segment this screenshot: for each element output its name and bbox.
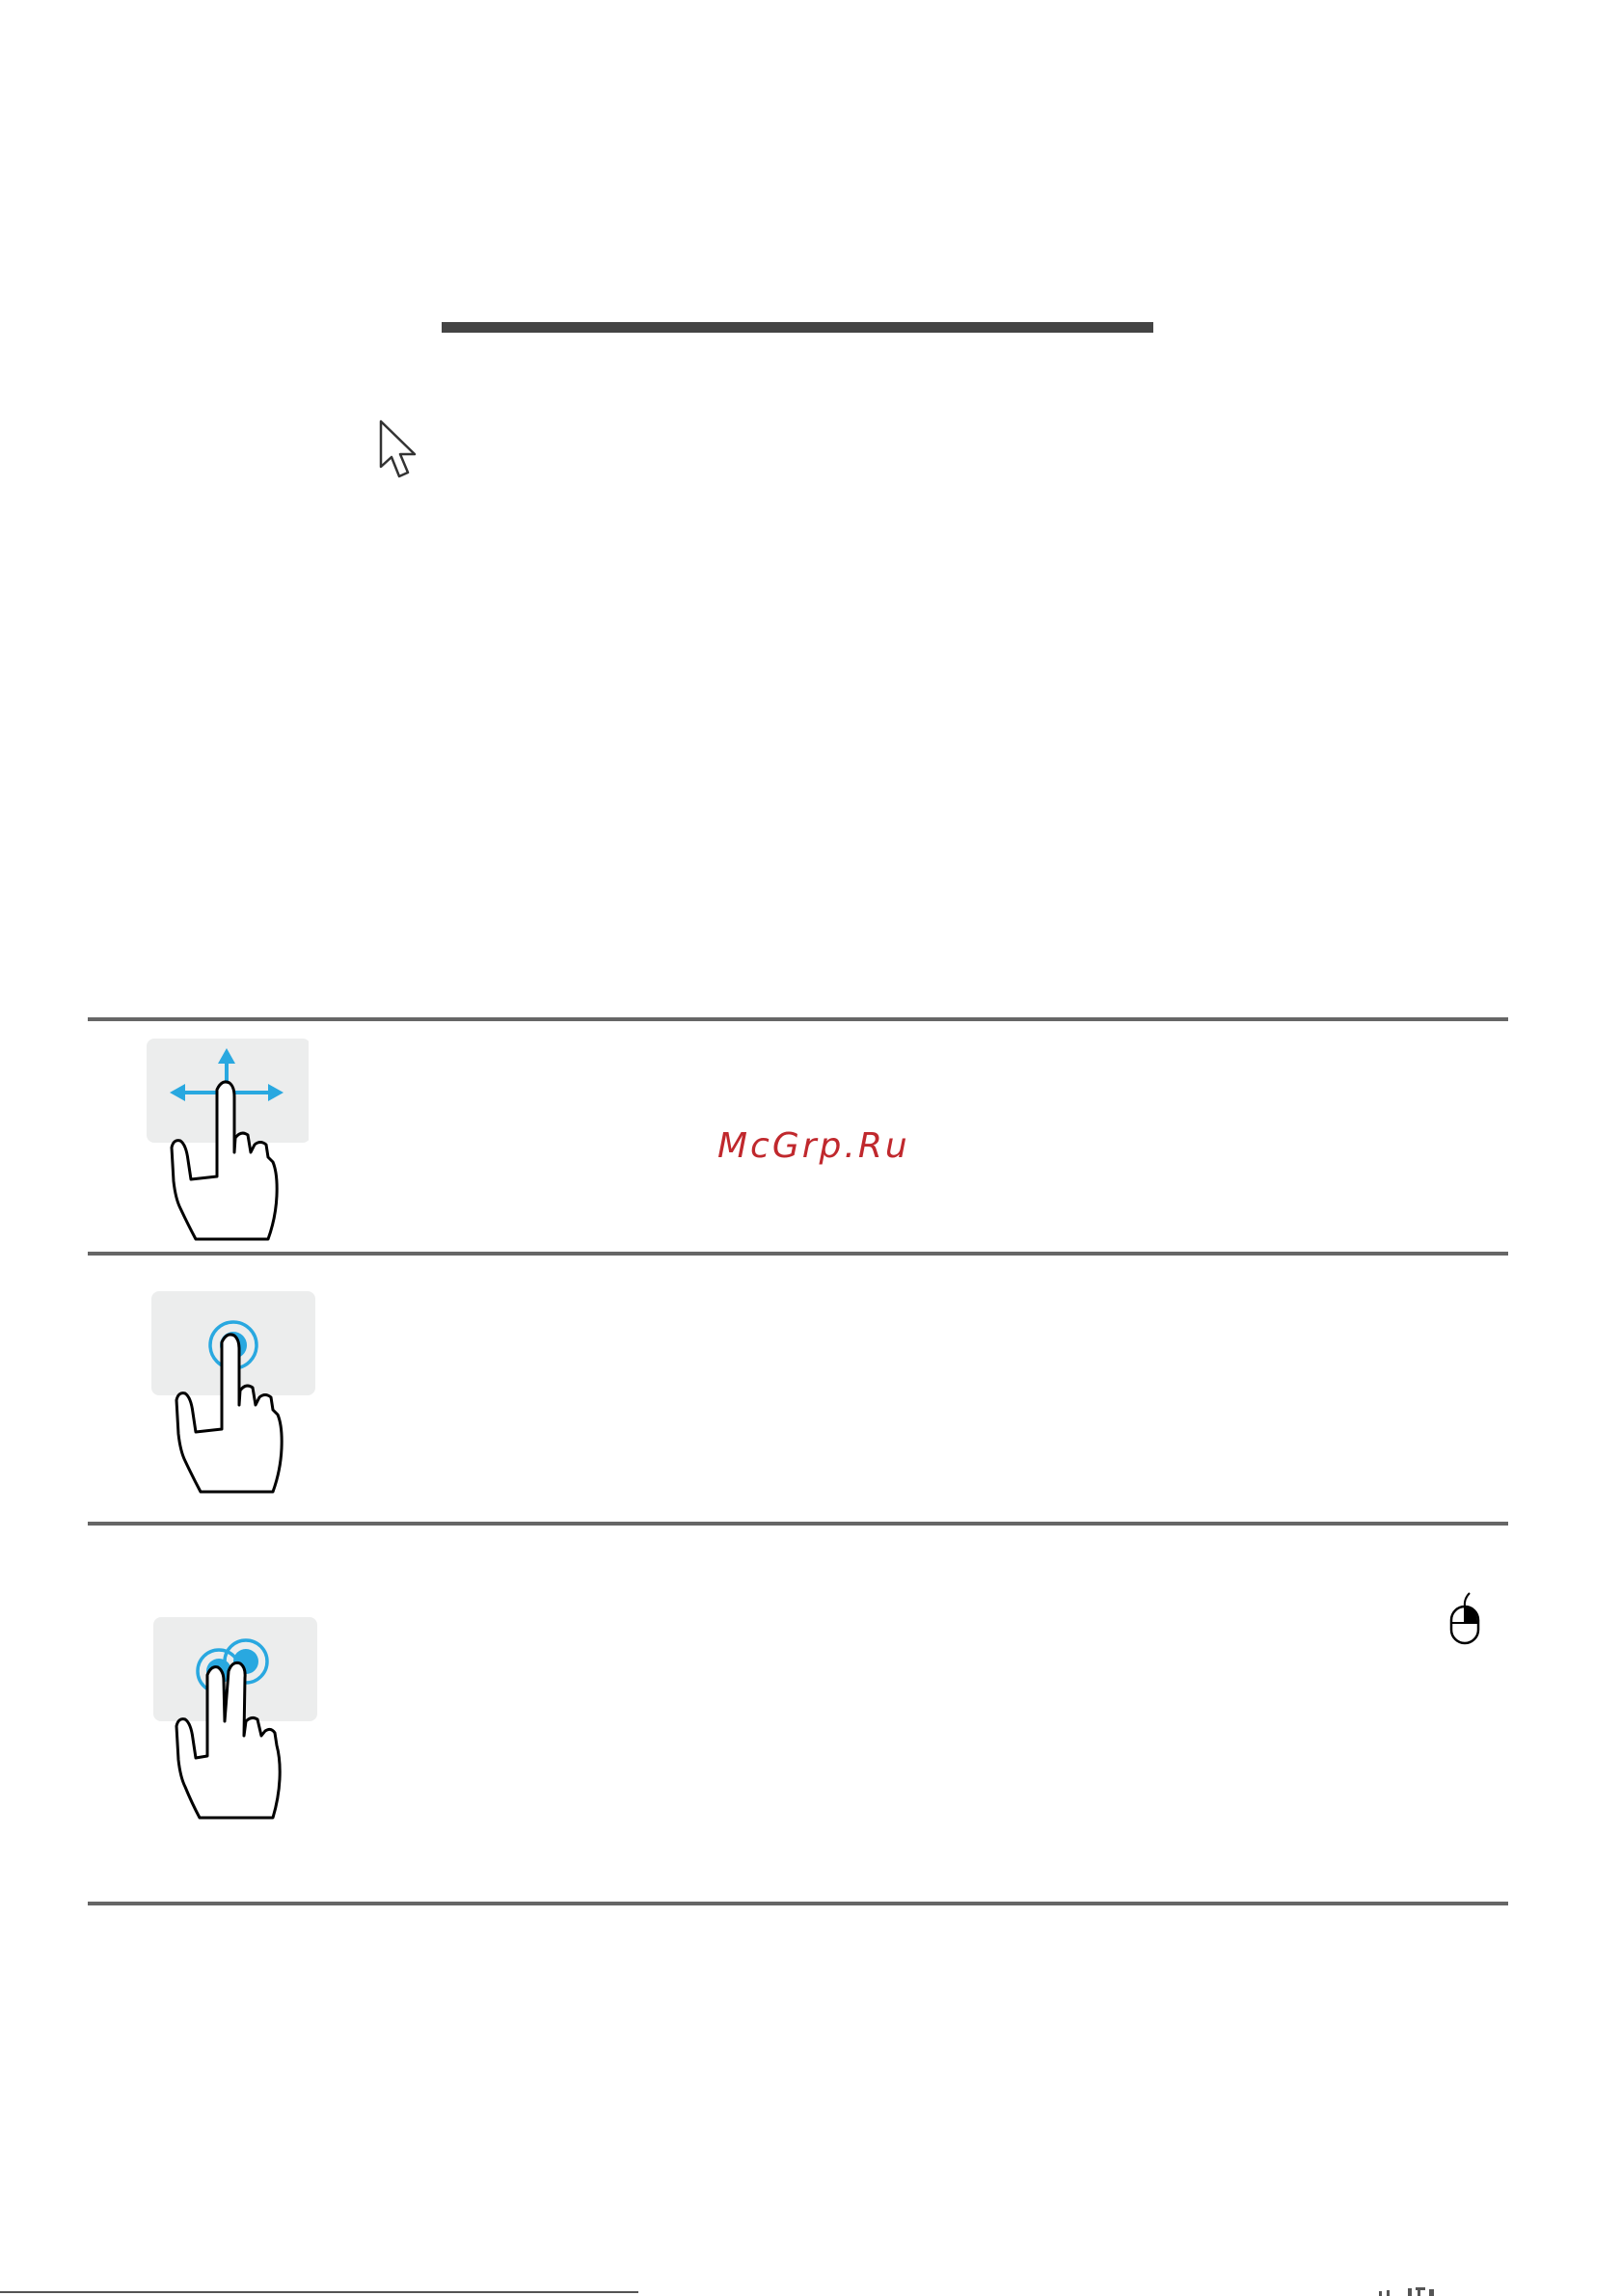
table-rule-row-2	[88, 1522, 1508, 1526]
mouse-pointer-arrow-icon	[378, 419, 420, 488]
one-finger-slide-icon	[145, 1037, 309, 1244]
one-finger-tap-icon	[149, 1289, 318, 1497]
two-finger-tap-icon	[151, 1615, 320, 1823]
table-rule-bottom	[88, 1902, 1508, 1905]
mouse-right-button-icon	[1446, 1591, 1483, 1647]
footer-rule	[0, 2291, 638, 2293]
table-rule-row-1	[88, 1252, 1508, 1256]
table-rule-top	[88, 1017, 1508, 1021]
title-rule	[442, 322, 1153, 333]
footer-marks	[1379, 2287, 1466, 2296]
watermark-text: McGrp.Ru	[717, 1126, 910, 1166]
